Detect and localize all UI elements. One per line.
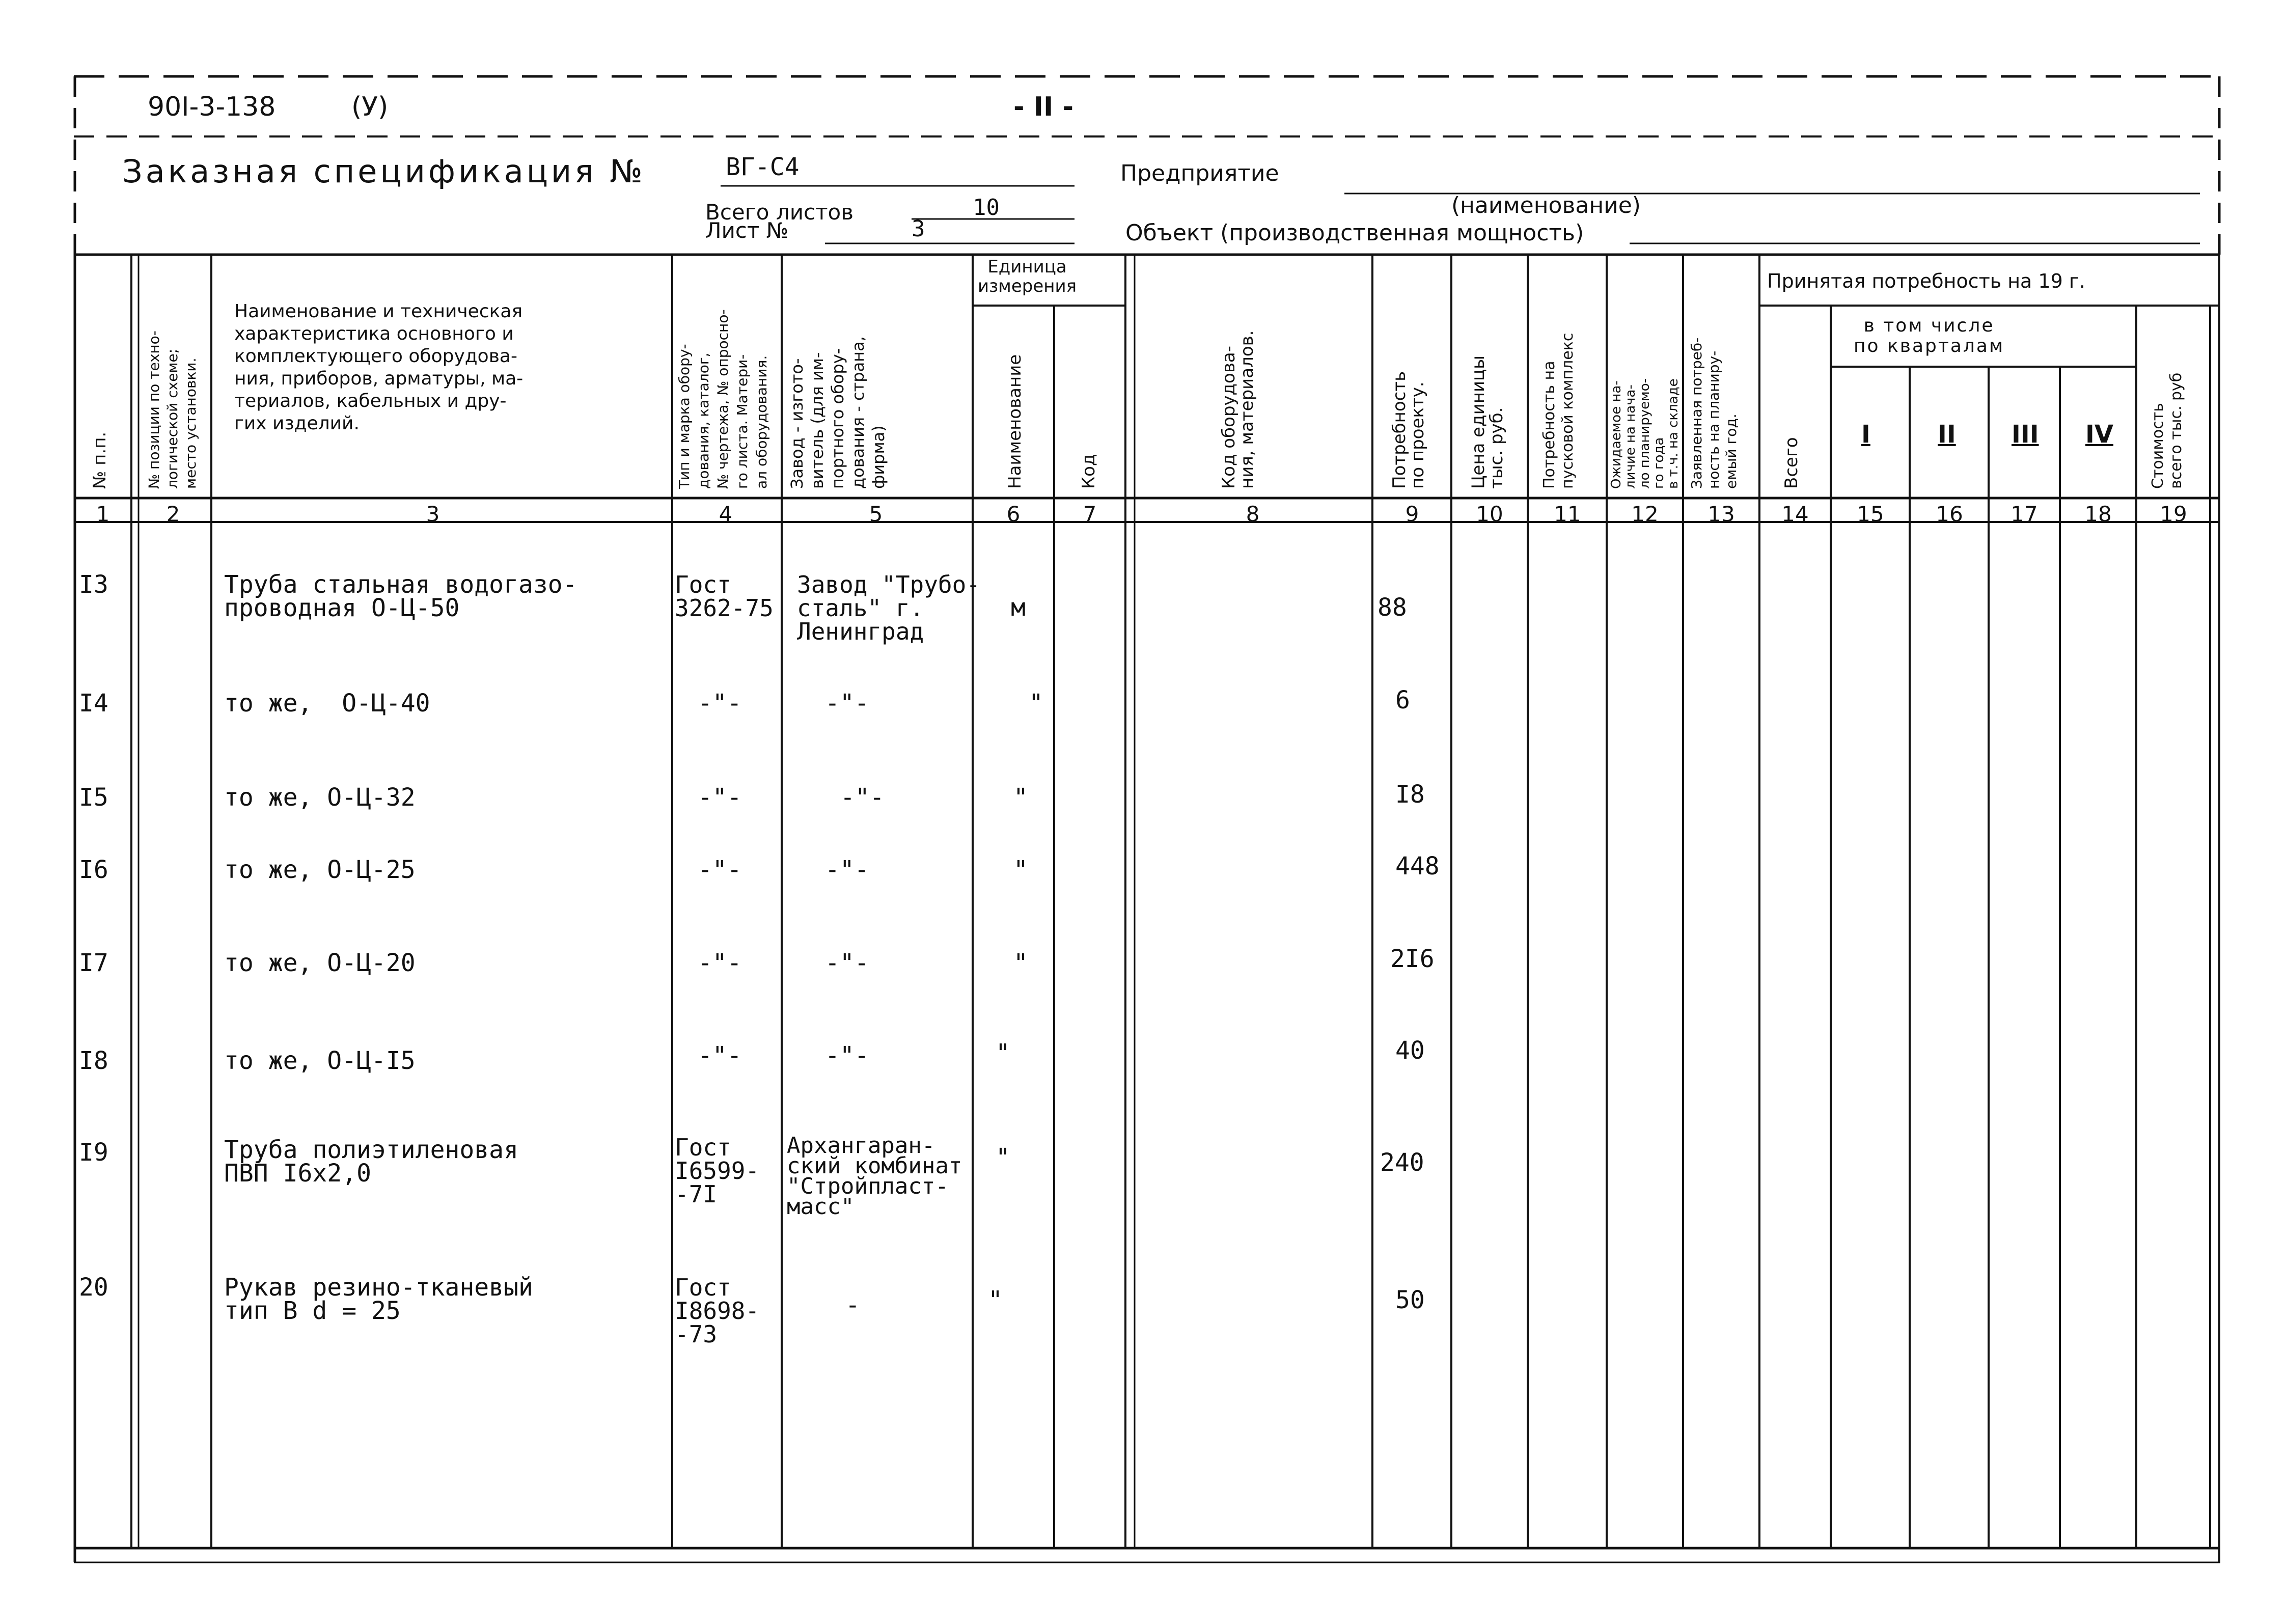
quarter-3: III — [2012, 420, 2039, 449]
row-number: I5 — [79, 783, 108, 812]
spec-number: ВГ-С4 — [726, 153, 800, 181]
col-header-8: Код оборудова- ния, материалов. — [1219, 330, 1257, 489]
row-maker: Архангаран- ский комбинат "Стройпласт- масс" — [787, 1133, 962, 1220]
object-label: Объект (производственная мощность) — [1125, 220, 1584, 246]
row-need: 40 — [1395, 1036, 1425, 1065]
row-maker: - — [845, 1291, 860, 1319]
col-header-2: № позиции по техно- логической схеме; место установки. — [146, 331, 199, 489]
col-header-4: Тип и марка обору- дования, каталог, № чертежа, № опросно- го листа. Матери- ал оборудования. — [676, 309, 770, 489]
row-unit: м — [1011, 593, 1026, 622]
column-number: 16 — [1936, 502, 1963, 527]
page-marker: - II - — [1013, 92, 1074, 122]
quarter-4: IV — [2085, 420, 2114, 449]
row-unit: " — [1013, 856, 1028, 884]
row-type: -"- — [698, 689, 742, 718]
row-type: Гост I6599- -7I — [675, 1134, 760, 1208]
row-need: 6 — [1395, 686, 1410, 714]
column-number: 10 — [1476, 502, 1503, 527]
quarters-header: в том числе по кварталам — [1854, 315, 2005, 356]
col-header-9: Потребность по проекту. — [1389, 371, 1428, 489]
quarter-2: II — [1938, 420, 1956, 449]
row-unit: " — [1029, 689, 1043, 718]
row-need: 50 — [1395, 1286, 1425, 1314]
col-header-12: Ожидаемое на- личие на нача- ло планируемо- го года в т.ч. на складе — [1609, 378, 1681, 489]
col-header-10: Цена единицы тыс. руб. — [1468, 355, 1507, 489]
row-unit: " — [1013, 949, 1028, 977]
row-name: Рукав резино-тканевый тип В d = 25 — [224, 1273, 533, 1325]
column-number: 1 — [96, 502, 110, 527]
column-number: 15 — [1857, 502, 1884, 527]
column-number: 11 — [1554, 502, 1581, 527]
sheets-label: Всего листов — [705, 200, 854, 225]
column-number: 14 — [1781, 502, 1809, 527]
col-header-11: Потребность на пусковой комплекс — [1540, 333, 1577, 489]
row-number: I9 — [79, 1138, 108, 1167]
col-header-7: Код — [1079, 454, 1099, 489]
row-name: то же, О-Ц-I5 — [224, 1047, 416, 1075]
row-unit: " — [996, 1039, 1010, 1067]
row-maker: Завод "Трубо- сталь" г. Ленинград — [797, 571, 981, 645]
spec-title: Заказная спецификация № — [122, 153, 646, 190]
column-number: 13 — [1707, 502, 1735, 527]
row-maker: -"- — [825, 1041, 869, 1070]
column-number: 3 — [426, 502, 440, 527]
row-number: I8 — [79, 1047, 108, 1075]
row-type: -"- — [698, 856, 742, 884]
row-name: Труба полиэтиленовая ПВП I6х2,0 — [224, 1136, 518, 1188]
row-number: I6 — [79, 856, 108, 884]
row-maker: -"- — [825, 949, 869, 977]
col-header-5: Завод - изгото- витель (для им- портного обору- дования - страна, фирма) — [787, 336, 888, 489]
sheets-value: 10 — [973, 195, 1000, 221]
row-type: Гост 3262-75 — [675, 571, 774, 622]
row-name: то же, О-Ц-25 — [224, 856, 416, 884]
col-header-3: Наименование и техническая характеристика основного и комплектующего оборудова- ния, приборов, арматуры, ма- териалов, кабельных и дру- гих изделий. — [234, 301, 524, 434]
row-type: Гост I8698- -73 — [675, 1274, 760, 1348]
row-number: I3 — [79, 570, 108, 599]
column-number: 7 — [1083, 502, 1097, 527]
column-number: 2 — [166, 502, 180, 527]
row-need: 240 — [1380, 1148, 1424, 1177]
row-maker: -"- — [825, 689, 869, 718]
row-need: 88 — [1378, 593, 1407, 622]
row-maker: -"- — [825, 856, 869, 884]
row-unit: " — [1013, 783, 1028, 812]
unit-group-header: Единица измерения — [978, 257, 1077, 296]
col-header-13: Заявленная потреб- ность на планиру- емый год. — [1688, 337, 1740, 489]
row-name: то же, О-Ц-20 — [224, 949, 416, 977]
row-type: -"- — [698, 1041, 742, 1070]
row-unit: " — [988, 1286, 1003, 1314]
document-code: 90I-3-138 — [148, 92, 276, 122]
col-header-14: Всего — [1781, 437, 1802, 489]
row-need: 2I6 — [1390, 945, 1435, 973]
sheet-label: Лист № — [705, 218, 789, 243]
row-maker: -"- — [840, 783, 885, 812]
row-number: 20 — [79, 1273, 108, 1302]
column-number: 18 — [2084, 502, 2112, 527]
row-name: то же, О-Ц-32 — [224, 783, 416, 812]
sheet-value: 3 — [912, 216, 925, 242]
column-number: 17 — [2010, 502, 2038, 527]
column-number: 12 — [1631, 502, 1659, 527]
row-name: Труба стальная водогазо- проводная О-Ц-50 — [224, 570, 577, 622]
row-number: I7 — [79, 949, 108, 977]
col-header-1: № п.п. — [90, 431, 110, 489]
col-header-6: Наименование — [1005, 354, 1025, 489]
row-need: 448 — [1395, 852, 1440, 880]
column-number: 5 — [869, 502, 883, 527]
column-number: 9 — [1405, 502, 1419, 527]
column-number: 8 — [1246, 502, 1260, 527]
row-unit: " — [996, 1143, 1010, 1172]
enterprise-caption: (наименование) — [1451, 192, 1641, 218]
accepted-header: Принятая потребность на 19 г. — [1767, 270, 2085, 292]
document-code-suffix: (У) — [351, 92, 389, 122]
column-number: 4 — [719, 502, 733, 527]
row-need: I8 — [1395, 780, 1425, 809]
enterprise-label: Предприятие — [1120, 160, 1279, 186]
row-number: I4 — [79, 689, 108, 718]
column-number: 19 — [2160, 502, 2187, 527]
quarter-1: I — [1861, 420, 1870, 449]
row-name: то же, О-Ц-40 — [224, 689, 430, 718]
column-number: 6 — [1006, 502, 1021, 527]
row-type: -"- — [698, 783, 742, 812]
row-type: -"- — [698, 949, 742, 977]
col-header-19: Стоимость всего тыс. руб — [2149, 372, 2185, 489]
